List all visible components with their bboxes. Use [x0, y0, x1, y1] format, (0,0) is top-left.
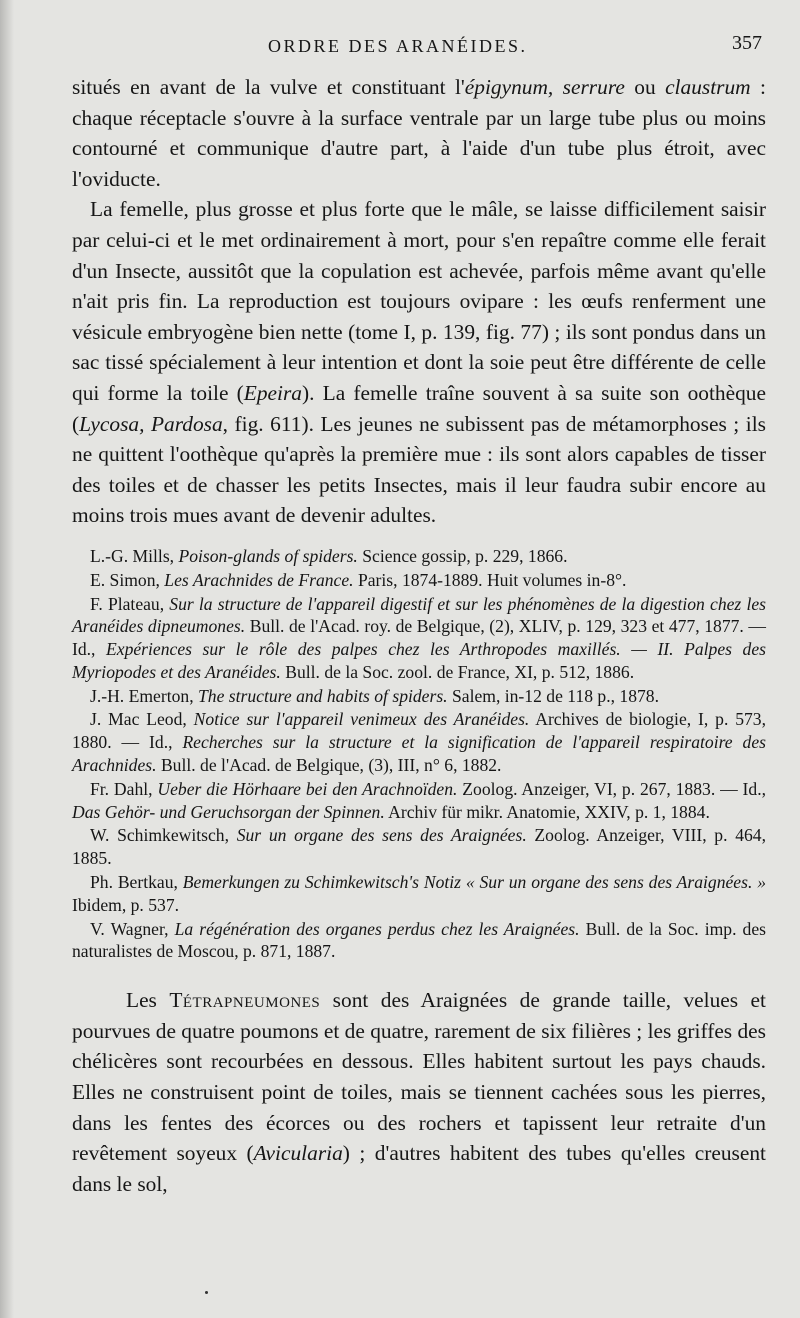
- print-speck: [205, 1291, 208, 1294]
- reference-item: F. Plateau, Sur la structure de l'appareil digestif et sur les phénomènes de la digestion chez les Aranéides dipneumones. Bull. de l'Acad. roy. de Belgique, (2), XLIV, p. 129, 323 et 477, 1877. — Id., Expériences sur le rôle des palpes chez les Arthropodes maxillés. — II. Palpes des Myriopodes et des Aranéides. Bull. de la Soc. zool. de France, XI, p. 512, 1886.: [72, 593, 766, 682]
- reference-item: L.-G. Mills, Poison-glands of spiders. Science gossip, p. 229, 1866.: [90, 545, 568, 566]
- reference-item: W. Schimkewitsch, Sur un organe des sens des Araignées. Zoolog. Anzeiger, VIII, p. 464, 1885.: [72, 825, 766, 869]
- reference-item: E. Simon, Les Arachnides de France. Paris, 1874-1889. Huit volumes in-8°.: [90, 569, 627, 590]
- reference-item: Ph. Bertkau, Bemerkungen zu Schimkewitsch's Notiz « Sur un organe des sens des Araignées. » Ibidem, p. 537.: [72, 872, 766, 915]
- page-header: [72, 32, 766, 60]
- page-binding-shadow: [0, 0, 14, 1318]
- paragraph-2: La femelle, plus grosse et plus forte que le mâle, se laisse difficilement saisir par celui-ci et le met ordinairement à mort, pour s'en repaître comme elle ferait d'un Insecte, aussitôt que la copulation est achevée, parfois même avant qu'elle n'ait pris fin. La reproduction est toujours ovipare : les œufs renferment une vésicule embryogène bien nette (tome I, p. 139, fig. 77) ; ils sont pondus dans un sac tissé spécialement à leur intention et dont la soie peut être différente de celle qui forme la toile (Epeira). La femelle traîne souvent à sa suite son oothèque (Lycosa, Pardosa, fig. 611). Les jeunes ne subissent pas de métamorphoses ; ils ne quittent l'oothèque qu'après la première mue : ils sont alors capables de tisser des toiles et de chasser les petits Insectes, mais il leur faudra subir encore au moins trois mues avant de devenir adultes.: [72, 197, 766, 528]
- reference-item: J.-H. Emerton, The structure and habits of spiders. Salem, in-12 de 118 p., 1878.: [90, 685, 660, 706]
- reference-item: Fr. Dahl, Ueber die Hörhaare bei den Arachnoïden. Zoolog. Anzeiger, VI, p. 267, 1883. — Id., Das Gehör- und Geruchsorgan der Spinnen. Archiv für mikr. Anatomie, XXIV, p. 1, 1884.: [72, 778, 766, 822]
- reference-item: J. Mac Leod, Notice sur l'appareil venimeux des Aranéides. Archives de biologie, I, p. 573, 1880. — Id., Recherches sur la structure et la signification de l'appareil respiratoire des Arachnides. Bull. de l'Acad. de Belgique, (3), III, n° 6, 1882.: [72, 709, 767, 776]
- reference-item: V. Wagner, La régénération des organes perdus chez les Araignées. Bull. de la Soc. imp. des naturalistes de Moscou, p. 871, 1887.: [72, 918, 766, 962]
- paragraph-1: situés en avant de la vulve et constituant l'épigynum, serrure ou claustrum : chaque réceptacle s'ouvre à la surface ventrale par un large tube plus ou moins contourné et communique d'autre part, à l'aide d'un tube plus étroit, avec l'oviducte.: [72, 75, 766, 191]
- page-number: 357: [732, 32, 762, 54]
- body-text: [72, 72, 766, 531]
- section-tetrapneumones: Les Tétrapneumones sont des Araignées de grande taille, velues et pourvues de quatre poumons et de quatre, rarement de six filières ; les griffes des chélicères sont recourbées en dessous. Elles habitent surtout les pays chauds. Elles ne construisent point de toiles, mais se tiennent cachées sous les pierres, dans les fentes des écorces ou des rochers et tapissent leur retraite d'un revêtement soyeux (Avicularia) ; d'autres habitent des tubes qu'elles creusent dans le sol,: [72, 988, 766, 1196]
- running-title: ORDRE DES ARANÉIDES.: [268, 36, 528, 56]
- bibliography: [72, 545, 766, 963]
